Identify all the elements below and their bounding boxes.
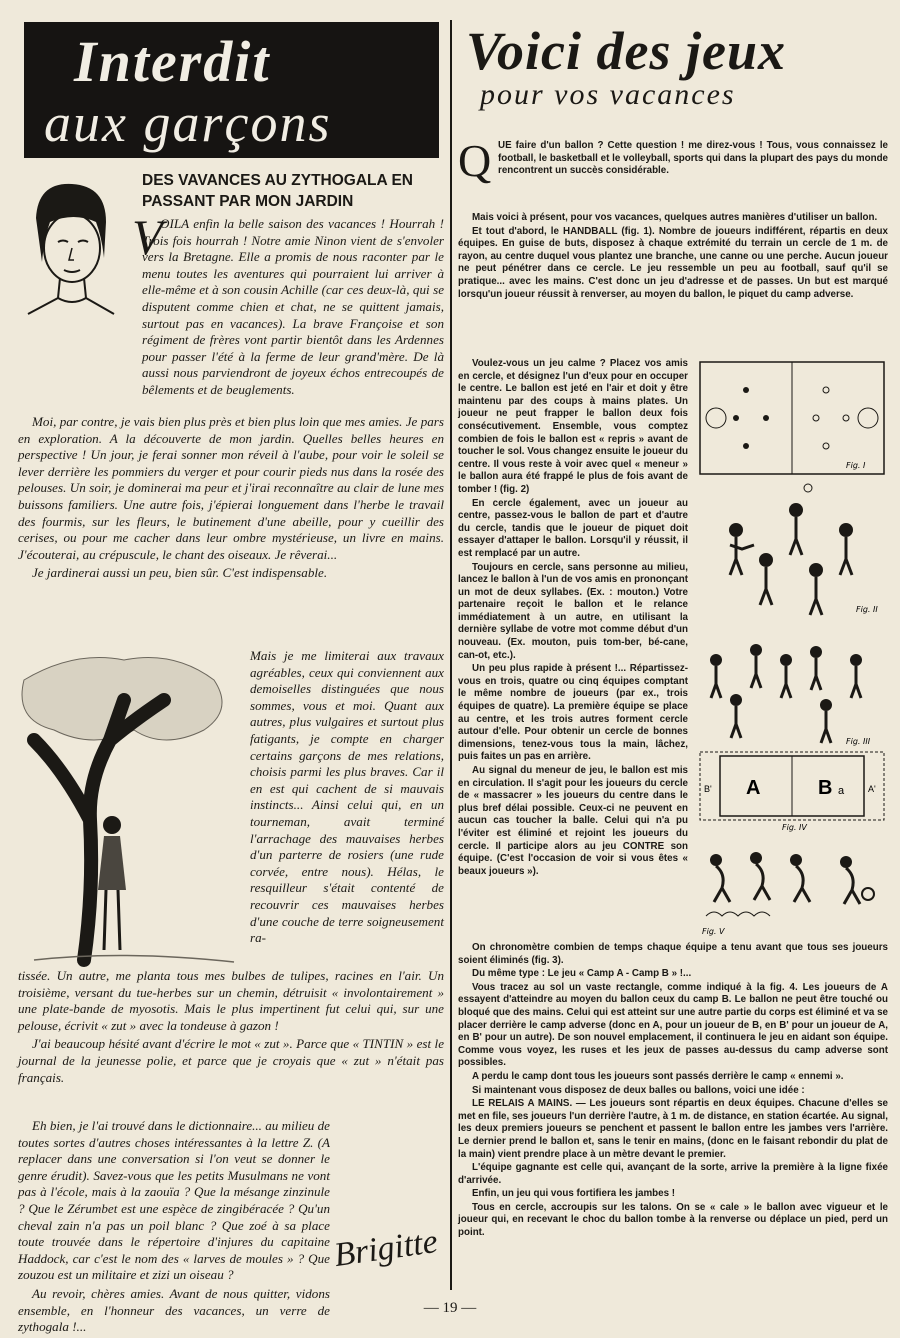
right-p10: Vous tracez au sol un vaste rectangle, comme indiqué à la fig. 4. Les joueurs de A essayent d'atteindre au moyen du ballon ceux du camp B. Le ballon ne peut être touché ou bloqué que des mains. Celui qui est atteint sur une autre partie du corps est éliminé et va se placer derrière le camp adverse (donc en A, pour un joueur de B, en B' pour un joueur de A, en B' pour un autre). De son nouvel emplacement, il continuera le jeu en aidant son équipe. Comme vous voyez, les ruses et les jeux de passes au-dessus du camp adverse sont possibles. [458, 981, 888, 1069]
right-p16: Tous en cercle, accroupis sur les talons. On se « cale » le ballon avec vigueur et le joueur qui, en recevant le choc du ballon tombe à la renverse ou déplace un pied, perd un point. [458, 1201, 888, 1239]
left-banner-title: Interdit [74, 29, 271, 94]
right-body-top [458, 212, 888, 302]
left-banner [24, 22, 439, 158]
left-column [14, 20, 446, 1335]
left-para-3: Mais je me limiterai aux travaux agréables, ceux qui conviennent aux demoiselles distinguées que nous sommes, vous et moi. Quant aux autres, plus vulgaires et surtout plus fatigants, je compte en charger certains garçons de mes relations, choisis parmi les plus braves. Car il en est qui cachent de si mauvais instincts... Ainsi celui qui, en un tourneman, avait terminé l'arrachage des mauvaises herbes d'un parterre de rosiers (une rude corvée, entre nous). Hélas, le resquilleur s'était contenté de recouvrir ces mauvaises herbes d'une couche de terre soigneusement ra- [250, 648, 444, 946]
left-paragraph-3 [250, 648, 444, 949]
right-p2: Et tout d'abord, le HANDBALL (fig. 1). Nombre de joueurs indifférent, répartis en deux équipes. En guise de buts, disposez à chaque extrémité du terrain un cercle de 1 m. de rayon, au centre duquel vous plantez une branche, une canne ou une perche. Aucun joueur ne peut pénétrer dans ce cercle. Le jeu ressemble un peu au football, sauf qu'il se pratique... avec les mains. C'est donc un jeu d'adresse et de passes. Un but est marqué lorsqu'un joueur réussit à renverser, au moyen du ballon, le piquet du camp adverse. [458, 225, 888, 300]
left-banner-subtitle: aux garçons [44, 93, 332, 153]
figure-3 [710, 644, 871, 746]
camp-a-label: A [746, 777, 761, 799]
left-paragraph-2 [18, 414, 444, 584]
camp-b-label: B [818, 777, 833, 799]
left-para-3-lead: Je jardinerai aussi un peu, bien sûr. C'est indispensable. [32, 565, 328, 581]
right-p1: Mais voici à présent, pour vos vacances, quelques autres manières d'utiliser un ballon. [472, 212, 878, 223]
signature [331, 1210, 444, 1300]
right-p6: Un peu plus rapide à présent !... Répartissez-vous en trois, quatre ou cinq équipes comptant le même nombre de joueurs (par ex., trois équipes de quatre). La première équipe se place au centre, et les trois autres forment cercle autour d'elle. Pour obtenir un cercle de bonnes dimensions, tenez-vous tous la main, lâchez, puis faites un pas en arrière. [458, 663, 688, 763]
right-p14: L'équipe gagnante est celle qui, avançant de la sorte, arrive la première à la ligne fixée d'arrivée. [458, 1162, 888, 1186]
right-p8: On chronomètre combien de temps chaque équipe a tenu avant que tous ses joueurs soient éliminés (fig. 3). [458, 942, 888, 966]
left-drop-cap: V [132, 209, 163, 265]
fig-5-label: Fig. V [702, 927, 725, 936]
right-intro-text: UE faire d'un ballon ? Cette question ! me direz-vous ! Tous, vous connaissez le football, le basketball et le volleyball, sports qui dans la plupart des pays du monde rencontrent un succès considérable. [498, 140, 888, 177]
right-column [458, 20, 888, 1300]
left-paragraph-4 [18, 968, 444, 1088]
right-drop-cap: Q [458, 135, 492, 186]
right-p11: A perdu le camp dont tous les joueurs sont passés derrière le camp « ennemi ». [472, 1070, 844, 1082]
figure-1 [700, 362, 884, 474]
left-paragraph-1 [142, 216, 444, 401]
label-a-prime: A' [868, 784, 876, 794]
right-p9: Du même type : Le jeu « Camp A - Camp B » !... [472, 968, 692, 980]
right-p3: Voulez-vous un jeu calme ? Placez vos amis en cercle, et désignez l'un d'eux pour en occuper le centre. Le ballon est jeté en l'air et doit y être maintenu par des coups à mains plates. Un joueur ne peut frapper le ballon deux fois consécutivement. Ensemble, vous comptez combien de fois le ballon est « repris » avant de toucher le sol. Vous changez ensuite le joueur du centre. Il vous reste à voir avec quel « meneur » le ballon aura été frappé le plus de fois avant de tomber ! (fig. 2) [458, 358, 688, 495]
right-body-lower [458, 942, 888, 1241]
right-p13: LE RELAIS A MAINS. — Les joueurs sont répartis en deux équipes. Chacune d'elles se met en file, ses joueurs l'un derrière l'autre, à 1 m. de distance, en station écartée. Au signal, les deux premiers joueurs se penchent et passent le ballon entre les jambes vers l'arrière. Le dernier prend le ballon et, sans le tenir en mains, (donc en le faisant rebondir du plat de la main) vient prendre place à un mètre devant le premier. [458, 1098, 888, 1160]
label-b-prime: B' [704, 784, 712, 794]
fig-4-label: Fig. IV [782, 823, 807, 832]
right-p5: Toujours en cercle, sans personne au milieu, lancez le ballon à l'un de vos amis en prononçant un mot de deux syllabes. (Ex. : mouton.) Votre partenaire reçoit le ballon et le relance immédiatement à un autre, en utilisant la dernière syllabe de votre mot comme début d'un nouveau. (Ex. mouton, puis tom-ber, bé-cane, can-ot, etc.). [458, 561, 688, 661]
left-headline: DES VAVANCES AU ZYTHOGALA EN PASSANT PAR MON JARDIN [142, 172, 413, 210]
left-para-4: tissée. Un autre, me planta tous mes bulbes de tulipes, racines en l'air. Un troisième, versant du tue-herbes sur un chemin, détruisit « involontairement » une plate-bande de myosotis. Mais le plus impertinent fut celui qui, sur une pelouse, écrivit « zut » avec la tondeuse à gazon ! [18, 968, 444, 1033]
left-para-6: Eh bien, je l'ai trouvé dans le dictionnaire... au milieu de toutes sortes d'autres choses intéressantes à la lettre Z. (A replacer dans une conversation si l'on veut se donner le genre érudit). Savez-vous que les petits Musulmans ne vont pas à l'école, mais à la zaouïa ? Que la mésange zinzinule ? Que le Zérumbet est une espèce de zingibéracée ? Qu'un cheval zain n'a pas un poil blanc ? Que zoé à sa place toute trouvée dans le répertoire d'injures du capitaine Haddock, car c'est le nom des « larves de moules » ? Que zouzou est un militaire et zizi un oiseau ? [18, 1118, 330, 1283]
right-p7: Au signal du meneur de jeu, le ballon est mis en circulation. Il s'agit pour les joueurs du cercle de « massacrer » les joueurs du centre dans le plus bref délai possible. Ceux-ci ne peuvent en aucun cas toucher la balle. Celui qui n'a pu l'éviter est éliminé et rejoint les joueurs du cercle. Il participe alors au jeu CONTRE son équipe. (C'est l'occasion de voir si vous êtes « beaux joueurs »). [458, 765, 688, 877]
right-banner-subtitle: pour vos vacances [480, 78, 736, 111]
fig-1-label: Fig. I [846, 461, 866, 470]
left-para-1: OILA enfin la belle saison des vacances ! Hourrah ! Trois fois hourrah ! Notre amie Ninon vient de s'envoler vers la Bretagne. Elle a promis de nous raconter par le menu toutes les aventures qui pourraient lui arriver à elle-même et à son cousin Achille (car ces deux-là, qui se disputent comme chien et chat, ne se quittent jamais, surtout pas en vacances). La brave Françoise et son régiment de frères vont partir bientôt dans les Ardennes pour passer l'été à la ferme de leur grand'mère. De là aussi nous parviendront de joyeux échos entrecoupés de bêlements et de beuglements. [142, 216, 444, 397]
fig-3-label: Fig. III [846, 737, 871, 746]
right-banner-title: Voici des jeux [466, 21, 786, 81]
girl-portrait-illustration [14, 178, 126, 328]
left-para-7: Au revoir, chères amies. Avant de nous quitter, vidons ensemble, en l'honneur des vacances, un verre de zythogala !... [18, 1285, 330, 1335]
right-p12: Si maintenant vous disposez de deux balles ou ballons, voici une idée : [472, 1084, 805, 1096]
signature-text: Brigitte [331, 1222, 440, 1275]
right-p4: En cercle également, avec un joueur au centre, passez-vous le ballon de part et d'autre du cercle, tandis que le joueur de piquet doit essayer d'attaper le ballon. Lorsqu'il y réussit, il est remplacé par un autre. [458, 497, 688, 559]
figure-5 [702, 852, 874, 936]
right-intro [498, 140, 888, 179]
left-para-5: J'ai beaucoup hésité avant d'écrire le mot « zut ». Parce que « TINTIN » est le journal de la jeunesse polie, et parce que je croyais que « zut » n'était pas français. [18, 1036, 444, 1085]
column-divider [450, 20, 452, 1290]
label-a-small: a [838, 785, 845, 797]
game-figures [696, 360, 888, 940]
figure-4 [700, 752, 884, 832]
tree-girl-illustration [14, 640, 244, 970]
fig-2-label: Fig. II [856, 605, 878, 614]
right-p15: Enfin, un jeu qui vous fortifiera les jambes ! [472, 1188, 676, 1200]
figure-2 [729, 484, 878, 615]
left-para-2: Moi, par contre, je vais bien plus près et bien plus loin que mes amies. Je pars en exploration. A la découverte de mon jardin. Quelles belles heures en perspective ! Un jour, je ferai sonner mon réveil à l'aube, pour voir le soleil se lever derrière les pommiers du verger et pour courir pieds nus dans la rosée des pelouses. Un soir, je dominerai ma peur et j'irai reconnaître au clair de lune mes buissons familiers. Une autre fois, j'épierai longuement dans l'herbe le travail des fourmis, sur les fleurs, le butinement d'une abeille, pour y cueillir des cerises, ou pour me cacher dans leur ombre mystérieuse, un livre en mains. J'écouterai, au crépuscule, le chant des oiseaux. Je rêverai... [18, 414, 444, 562]
page-number: — 19 — [423, 1300, 477, 1316]
right-body-middle [458, 358, 688, 879]
